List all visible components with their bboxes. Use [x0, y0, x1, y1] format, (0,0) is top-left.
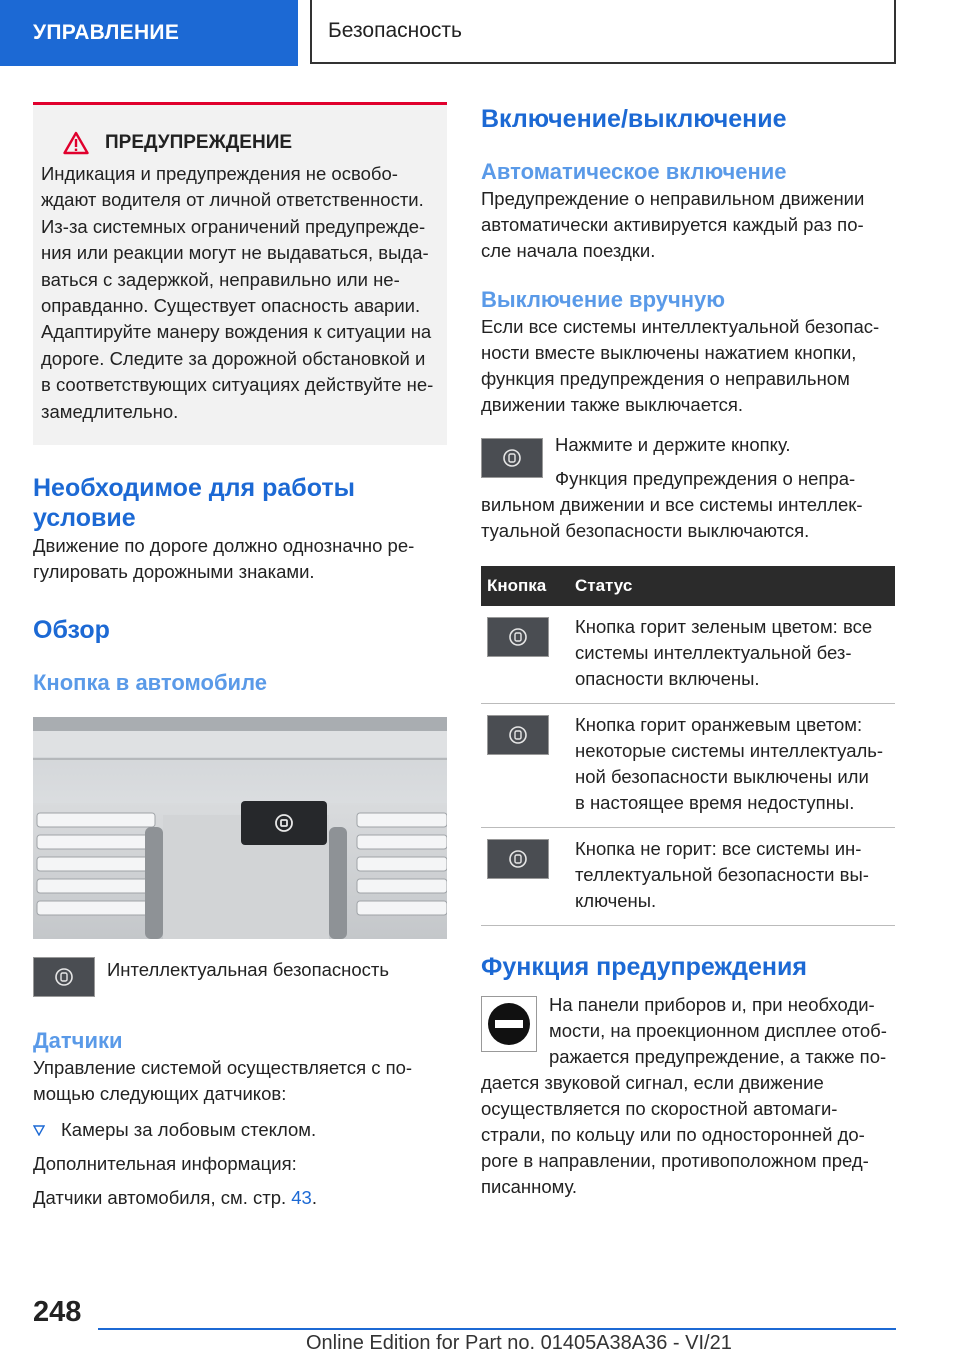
no-entry-row — [481, 992, 895, 1070]
warning-function-heading: Функция предупреждения — [481, 953, 807, 981]
page-number: 248 — [33, 1296, 82, 1328]
status-table — [481, 566, 895, 926]
overview-heading: Обзор — [33, 616, 110, 645]
status-line: Кнопка горит оранжевым цветом: — [575, 714, 863, 735]
chapter-title: Безопасность — [310, 0, 896, 64]
assist-button-icon — [487, 715, 549, 755]
caption-row — [33, 957, 447, 997]
warning-line: в соответствующих ситуациях действуйте не- — [41, 374, 434, 396]
sensors-reference — [33, 1185, 447, 1211]
prereq-text: Движение по дороге должно однозначно ре- — [33, 535, 415, 557]
status-line: некоторые системы интеллектуаль- — [575, 740, 884, 761]
sensor-bullet-text: Камеры за лобовым стеклом. — [61, 1119, 317, 1141]
assist-button-icon — [487, 617, 549, 657]
reference-text: Датчики автомобиля, см. стр. — [33, 1187, 292, 1209]
func-off-text: Функция предупреждения о непра- — [555, 468, 856, 489]
warning-line: ваться с задержкой, неправильно или не- — [41, 268, 400, 290]
warning-triangle-icon — [63, 131, 89, 155]
onoff-heading: Включение/выключение — [481, 105, 787, 133]
warning-line: ния или реакции могут не выдаваться, выда- — [41, 242, 429, 264]
table-row — [481, 828, 895, 926]
func-text: дается звуковой сигнал, если движение — [481, 1072, 824, 1093]
warning-box — [33, 102, 447, 445]
table-cell-icon — [481, 606, 575, 704]
assist-button-icon — [481, 438, 543, 478]
press-instruction: Нажмите и держите кнопку. — [555, 434, 791, 455]
manual-off-text: движении также выключается. — [481, 394, 744, 415]
sensors-text: мощью следующих датчиков: — [33, 1083, 287, 1105]
no-entry-icon — [481, 996, 537, 1052]
bullet-triangle-icon — [33, 1124, 45, 1136]
warning-title-text: ПРЕДУПРЕЖДЕНИЕ — [105, 132, 293, 153]
prereq-heading-line2: условие — [33, 504, 136, 533]
sensor-bullet — [33, 1117, 447, 1143]
table-cell-status — [575, 606, 895, 704]
func-text: На панели приборов и, при необходи- — [549, 994, 875, 1015]
func-off-text: туальной безопасности выключаются. — [481, 520, 810, 541]
table-cell-icon — [481, 704, 575, 828]
assist-button-icon — [33, 957, 95, 997]
auto-on-text: автоматически активируется каждый раз по- — [481, 214, 864, 235]
table-cell-icon — [481, 828, 575, 926]
prereq-heading-line1: Необходимое для работы — [33, 474, 355, 503]
reference-end: . — [311, 1187, 317, 1209]
dashboard-photo — [33, 717, 447, 939]
sensors-heading: Датчики — [33, 1028, 123, 1054]
warning-line: Адаптируйте манеру вождения к ситуации на — [41, 321, 432, 343]
status-line: Кнопка не горит: все системы ин- — [575, 838, 862, 859]
manual-off-heading: Выключение вручную — [481, 287, 726, 312]
status-line: системы интеллектуальной без- — [575, 642, 852, 663]
col-button-header: Кнопка — [481, 566, 575, 606]
func-text: страли, по кольцу или по односторонней до- — [481, 1124, 865, 1145]
auto-on-text: Предупреждение о неправильном движении — [481, 188, 865, 209]
status-line: ключены. — [575, 890, 657, 911]
manual-off-text: функция предупреждения о неправильном — [481, 368, 850, 389]
func-off-text: вильном движении и все системы интеллек- — [481, 494, 863, 515]
func-text: роге в направлении, противоположном пред- — [481, 1150, 869, 1171]
manual-off-text: Если все системы интеллектуальной безопас- — [481, 316, 880, 337]
auto-on-heading: Автоматическое включение — [481, 159, 787, 184]
footer-rule — [98, 1328, 896, 1330]
more-info: Дополнительная информация: — [33, 1153, 297, 1175]
func-text: мости, на проекционном дисплее отоб- — [549, 1020, 887, 1041]
left-column — [33, 102, 447, 1211]
warning-line: оправданно. Существует опасность аварии. — [41, 295, 421, 317]
func-text: осуществляется по скоростной автомаги- — [481, 1098, 838, 1119]
warning-line: замедлительно. — [41, 400, 179, 422]
status-line: в настоящее время недоступны. — [575, 792, 855, 813]
warning-line: дороге. Следите за дорожной обстановкой и — [41, 347, 426, 369]
button-caption: Интеллектуальная безопасность — [107, 959, 389, 981]
manual-off-text: ности вместе выключены нажатием кнопки, — [481, 342, 857, 363]
warning-line: Из-за системных ограничений предупрежде- — [41, 215, 426, 237]
col-status-header: Статус — [575, 566, 895, 606]
page-link[interactable]: 43 — [291, 1187, 312, 1209]
sensors-text: Управление системой осуществляется с по- — [33, 1057, 413, 1079]
status-line: теллектуальной безопасности вы- — [575, 864, 869, 885]
table-cell-status — [575, 704, 895, 828]
table-row — [481, 704, 895, 828]
func-text: писанному. — [481, 1176, 578, 1197]
warning-line: Индикация и предупреждения не освобо- — [41, 163, 398, 184]
assist-button-icon — [487, 839, 549, 879]
func-text: ражается предупреждение, а также по- — [549, 1046, 887, 1067]
right-column — [481, 102, 895, 1200]
auto-on-text: сле начала поездки. — [481, 240, 656, 261]
status-line: ной безопасности выключены или — [575, 766, 869, 787]
table-row — [481, 606, 895, 704]
warning-line: ждают водителя от личной ответственности. — [41, 189, 424, 211]
warning-title — [63, 131, 437, 155]
table-cell-status — [575, 828, 895, 926]
button-in-car-heading: Кнопка в автомобиле — [33, 670, 267, 696]
press-row — [481, 432, 895, 492]
status-line: опасности включены. — [575, 668, 760, 689]
footer-edition: Online Edition for Part no. 01405A38A36 - VI/21 — [306, 1332, 732, 1354]
prereq-text: гулировать дорожными знаками. — [33, 561, 315, 583]
section-tab: УПРАВЛЕНИЕ — [0, 0, 298, 66]
status-line: Кнопка горит зеленым цветом: все — [575, 616, 873, 637]
